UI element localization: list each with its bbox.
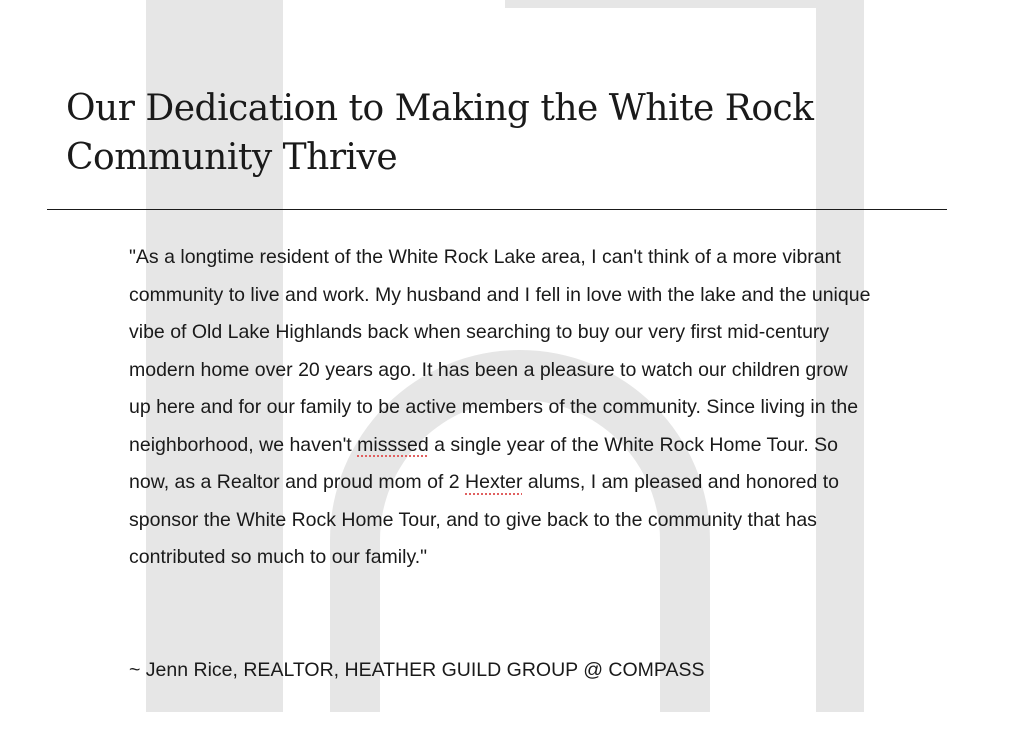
misspelled-word[interactable]: misssed	[357, 433, 429, 456]
quote-text-part: a single year of the White Rock Home Tour. So now, as a Realtor and proud mom of 2	[129, 433, 839, 493]
quote-text-part: alums, I am pleased and honored to sponsor the White Rock Home Tour, and to give back to the community that has contributed so much to our family."	[129, 471, 840, 568]
divider	[47, 209, 947, 210]
misspelled-word[interactable]: Hexter	[465, 471, 523, 493]
testimonial-attribution: ~ Jenn Rice, REALTOR, HEATHER GUILD GROUP @ COMPASS	[129, 659, 705, 681]
testimonial-quote	[129, 239, 874, 577]
quote-text-part: "As a longtime resident of the White Rock Lake area, I can't think of a more vibrant community to live and work. My husband and I fell in love with the lake and the unique vibe of Old Lake Highlands back when searching to buy our very first mid-century modern home over 20 years ago. It has been a pleasure to watch our children grow up here and for our family to be active members of the community. Since living in the neighborhood, we haven't	[129, 246, 871, 456]
page-title: Our Dedication to Making the White Rock Community Thrive	[66, 88, 814, 178]
